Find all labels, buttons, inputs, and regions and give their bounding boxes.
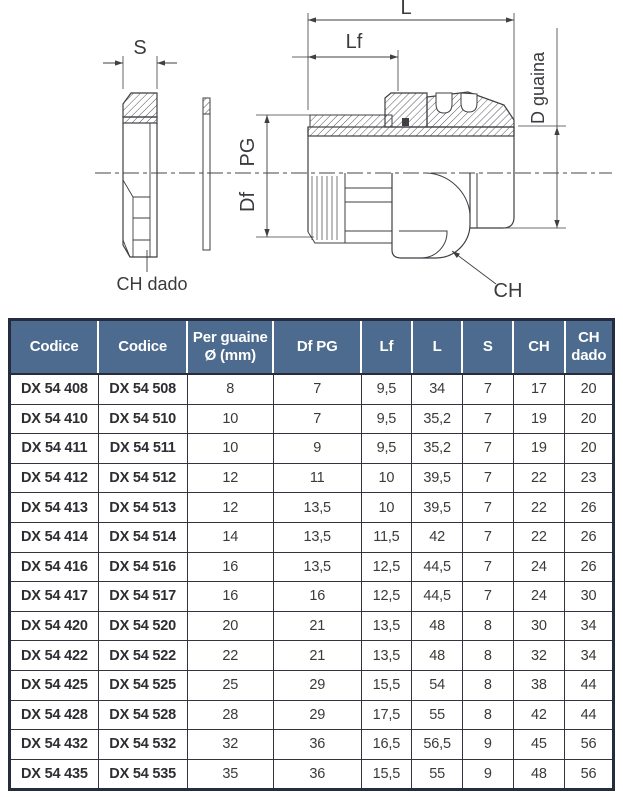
code-cell: DX 54 414 (10, 522, 99, 552)
value-cell: 16 (187, 552, 273, 582)
value-cell: 7 (273, 404, 361, 434)
value-cell: 19 (513, 434, 564, 464)
value-cell: 11,5 (361, 522, 412, 552)
code-cell: DX 54 413 (10, 493, 99, 523)
code-cell: DX 54 435 (10, 759, 99, 790)
value-cell: 12,5 (361, 552, 412, 582)
table-row (10, 463, 614, 493)
value-cell: 56 (565, 730, 614, 760)
code-cell: DX 54 513 (98, 493, 187, 523)
code-cell: DX 54 425 (10, 670, 99, 700)
value-cell: 7 (273, 374, 361, 404)
column-header-df-pg: Df PG (273, 320, 361, 375)
value-cell: 35,2 (412, 434, 463, 464)
code-cell: DX 54 416 (10, 552, 99, 582)
value-cell: 30 (513, 611, 564, 641)
column-header-codice-2: Codice (98, 320, 187, 375)
value-cell: 36 (273, 730, 361, 760)
value-cell: 8 (462, 700, 513, 730)
code-cell: DX 54 520 (98, 611, 187, 641)
gland-section-view (308, 92, 514, 258)
value-cell: 22 (513, 463, 564, 493)
value-cell: 19 (513, 404, 564, 434)
value-cell: 35,2 (412, 404, 463, 434)
table-row (10, 641, 614, 671)
value-cell: 8 (462, 670, 513, 700)
dimension-label-ch-dado: CH dado (116, 274, 188, 294)
code-cell: DX 54 420 (10, 611, 99, 641)
value-cell: 16 (273, 582, 361, 612)
value-cell: 34 (412, 374, 463, 404)
value-cell: 38 (513, 670, 564, 700)
code-cell: DX 54 517 (98, 582, 187, 612)
code-cell: DX 54 410 (10, 404, 99, 434)
table-row (10, 700, 614, 730)
value-cell: 20 (565, 404, 614, 434)
value-cell: 29 (273, 670, 361, 700)
code-cell: DX 54 510 (98, 404, 187, 434)
code-cell: DX 54 432 (10, 730, 99, 760)
value-cell: 48 (412, 611, 463, 641)
value-cell: 7 (462, 404, 513, 434)
value-cell: 34 (565, 641, 614, 671)
value-cell: 22 (513, 522, 564, 552)
ch-leader (452, 251, 496, 284)
table-header (10, 320, 614, 375)
table-row (10, 493, 614, 523)
value-cell: 42 (412, 522, 463, 552)
column-header-s: S (462, 320, 513, 375)
code-cell: DX 54 522 (98, 641, 187, 671)
value-cell: 21 (273, 641, 361, 671)
value-cell: 26 (565, 552, 614, 582)
value-cell: 25 (187, 670, 273, 700)
value-cell: 35 (187, 759, 273, 790)
value-cell: 7 (462, 374, 513, 404)
value-cell: 20 (565, 434, 614, 464)
dimension-df-pg (256, 115, 314, 237)
code-cell: DX 54 411 (10, 434, 99, 464)
code-cell: DX 54 511 (98, 434, 187, 464)
value-cell: 44 (565, 700, 614, 730)
code-cell: DX 54 412 (10, 463, 99, 493)
value-cell: 17,5 (361, 700, 412, 730)
value-cell: 8 (187, 374, 273, 404)
code-cell: DX 54 516 (98, 552, 187, 582)
nut-side-view (123, 93, 157, 257)
dimension-label-ch: CH (493, 280, 523, 302)
value-cell: 14 (187, 522, 273, 552)
value-cell: 8 (462, 611, 513, 641)
value-cell: 55 (412, 759, 463, 790)
dimension-label-d-guaina: D guaina (528, 51, 548, 125)
table-header-row (10, 320, 614, 375)
value-cell: 7 (462, 493, 513, 523)
code-cell: DX 54 417 (10, 582, 99, 612)
value-cell: 44,5 (412, 582, 463, 612)
value-cell: 13,5 (273, 522, 361, 552)
value-cell: 15,5 (361, 670, 412, 700)
value-cell: 13,5 (361, 641, 412, 671)
washer-side-view (203, 98, 210, 250)
value-cell: 12,5 (361, 582, 412, 612)
value-cell: 26 (565, 493, 614, 523)
value-cell: 16 (187, 582, 273, 612)
value-cell: 39,5 (412, 463, 463, 493)
table-row (10, 759, 614, 790)
value-cell: 9,5 (361, 404, 412, 434)
value-cell: 30 (565, 582, 614, 612)
value-cell: 13,5 (361, 611, 412, 641)
technical-drawing (0, 0, 623, 312)
value-cell: 48 (412, 641, 463, 671)
spec-table-body (10, 374, 614, 790)
code-cell: DX 54 532 (98, 730, 187, 760)
value-cell: 7 (462, 463, 513, 493)
code-cell: DX 54 535 (98, 759, 187, 790)
value-cell: 9 (273, 434, 361, 464)
table-row (10, 582, 614, 612)
value-cell: 24 (513, 582, 564, 612)
value-cell: 22 (187, 641, 273, 671)
column-header-l: L (412, 320, 463, 375)
column-header-per-guaine: Per guaine Ø (mm) (187, 320, 273, 375)
value-cell: 44 (565, 670, 614, 700)
dimension-label-df: Df (237, 192, 259, 212)
value-cell: 17 (513, 374, 564, 404)
value-cell: 48 (513, 759, 564, 790)
value-cell: 12 (187, 463, 273, 493)
code-cell: DX 54 508 (98, 374, 187, 404)
table-row (10, 552, 614, 582)
dimension-label-lf: Lf (345, 31, 363, 53)
column-header-lf: Lf (361, 320, 412, 375)
value-cell: 32 (187, 730, 273, 760)
table-row (10, 404, 614, 434)
value-cell: 9 (462, 759, 513, 790)
dimension-label-pg: PG (237, 137, 259, 167)
table-row (10, 374, 614, 404)
value-cell: 13,5 (273, 552, 361, 582)
column-header-codice-1: Codice (10, 320, 99, 375)
column-header-ch: CH (513, 320, 564, 375)
value-cell: 20 (565, 374, 614, 404)
value-cell: 23 (565, 463, 614, 493)
value-cell: 10 (187, 404, 273, 434)
spec-table-section (8, 318, 615, 791)
dimension-s (103, 56, 177, 89)
value-cell: 12 (187, 493, 273, 523)
value-cell: 9,5 (361, 374, 412, 404)
value-cell: 32 (513, 641, 564, 671)
table-row (10, 522, 614, 552)
value-cell: 55 (412, 700, 463, 730)
value-cell: 7 (462, 582, 513, 612)
value-cell: 22 (513, 493, 564, 523)
dimension-label-l: L (400, 0, 412, 19)
cable-gland-drawing (0, 0, 623, 312)
code-cell: DX 54 422 (10, 641, 99, 671)
value-cell: 28 (187, 700, 273, 730)
value-cell: 24 (513, 552, 564, 582)
value-cell: 8 (462, 641, 513, 671)
table-row (10, 611, 614, 641)
value-cell: 7 (462, 434, 513, 464)
table-row (10, 434, 614, 464)
value-cell: 10 (361, 463, 412, 493)
value-cell: 7 (462, 552, 513, 582)
dimension-label-s: S (133, 37, 147, 59)
value-cell: 7 (462, 522, 513, 552)
spec-table (8, 318, 615, 791)
value-cell: 54 (412, 670, 463, 700)
code-cell: DX 54 512 (98, 463, 187, 493)
value-cell: 10 (187, 434, 273, 464)
code-cell: DX 54 528 (98, 700, 187, 730)
code-cell: DX 54 514 (98, 522, 187, 552)
value-cell: 56 (565, 759, 614, 790)
value-cell: 20 (187, 611, 273, 641)
code-cell: DX 54 525 (98, 670, 187, 700)
code-cell: DX 54 408 (10, 374, 99, 404)
code-cell: DX 54 428 (10, 700, 99, 730)
value-cell: 10 (361, 493, 412, 523)
value-cell: 42 (513, 700, 564, 730)
value-cell: 21 (273, 611, 361, 641)
value-cell: 29 (273, 700, 361, 730)
value-cell: 36 (273, 759, 361, 790)
value-cell: 9,5 (361, 434, 412, 464)
table-row (10, 670, 614, 700)
value-cell: 15,5 (361, 759, 412, 790)
value-cell: 13,5 (273, 493, 361, 523)
value-cell: 9 (462, 730, 513, 760)
value-cell: 11 (273, 463, 361, 493)
value-cell: 56,5 (412, 730, 463, 760)
value-cell: 44,5 (412, 552, 463, 582)
value-cell: 39,5 (412, 493, 463, 523)
value-cell: 16,5 (361, 730, 412, 760)
value-cell: 26 (565, 522, 614, 552)
table-row (10, 730, 614, 760)
value-cell: 34 (565, 611, 614, 641)
column-header-ch-dado: CH dado (565, 320, 614, 375)
value-cell: 45 (513, 730, 564, 760)
